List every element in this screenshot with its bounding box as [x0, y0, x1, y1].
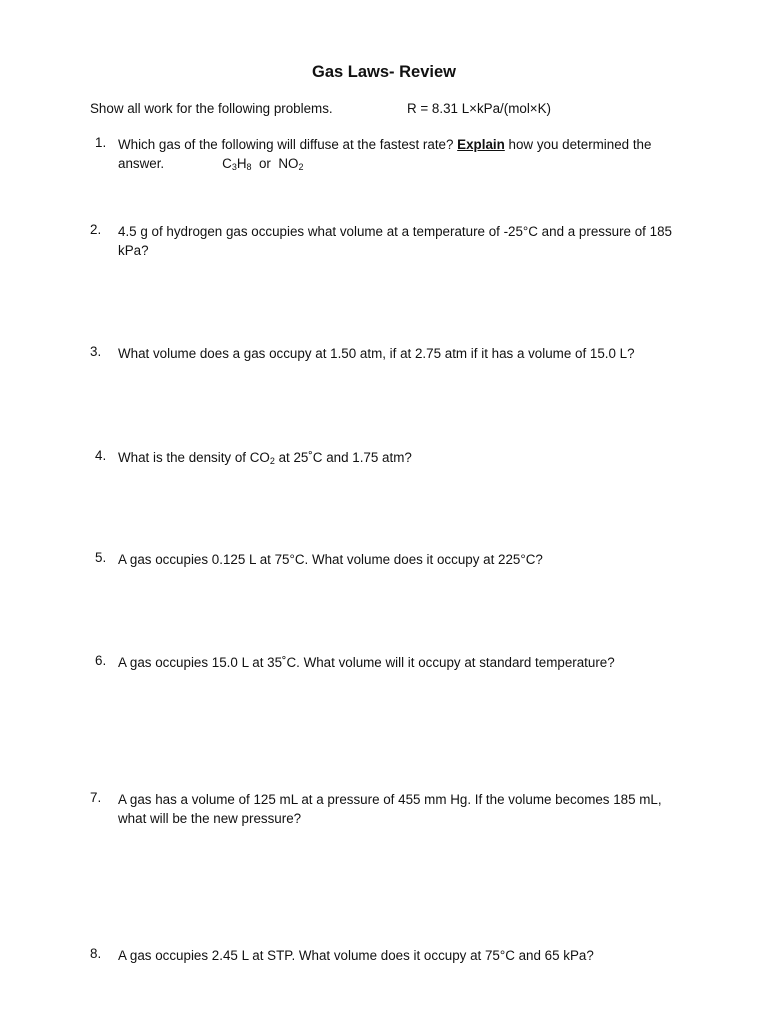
question-7 — [90, 790, 690, 828]
instructions: Show all work for the following problems. — [90, 101, 333, 116]
question-number: 5. — [95, 550, 107, 565]
element-symbol: H — [236, 156, 247, 171]
question-number: 3. — [90, 344, 102, 359]
question-text: A gas occupies 0.125 L at 75°C. What volume does it occupy at 225°C? — [118, 552, 543, 567]
question-text: What volume does a gas occupy at 1.50 atm, if at 2.75 atm if it has a volume of 15.0 L? — [118, 346, 635, 361]
question-number: 8. — [90, 946, 102, 961]
question-number: 2. — [90, 222, 102, 237]
gas-constant: R = 8.31 L×kPa/(mol×K) — [407, 101, 552, 116]
formula-propane — [222, 156, 251, 171]
subscript: 3 — [231, 162, 237, 172]
question-3 — [90, 344, 690, 363]
question-text: A gas occupies 15.0 L at 35˚C. What volume will it occupy at standard temperature? — [118, 655, 615, 670]
or-word: or — [258, 156, 271, 171]
question-1 — [90, 135, 690, 173]
question-text-part: What is the density of CO — [118, 450, 270, 465]
page-title: Gas Laws- Review — [312, 63, 456, 81]
subscript: 2 — [298, 162, 304, 172]
question-number: 6. — [95, 653, 107, 668]
question-number: 4. — [95, 448, 107, 463]
element-symbol: C — [222, 156, 232, 171]
question-number: 7. — [90, 790, 102, 805]
question-text: A gas has a volume of 125 mL at a pressure of 455 mm Hg. If the volume becomes 185 mL, what will be the new pressure? — [118, 792, 662, 826]
question-text-part: at 25˚C and 1.75 atm? — [274, 450, 412, 465]
question-number: 1. — [95, 135, 107, 150]
question-text — [118, 448, 690, 467]
subscript: 8 — [246, 162, 252, 172]
question-text-part: Which gas of the following will diffuse at the fastest rate? — [118, 137, 458, 152]
question-4 — [90, 448, 690, 467]
question-text-part: how you determined the answer. — [118, 137, 652, 171]
question-8 — [90, 946, 690, 965]
question-text: 4.5 g of hydrogen gas occupies what volume at a temperature of -25°C and a pressure of 185 kPa? — [118, 224, 672, 258]
subscript: 2 — [269, 456, 275, 466]
question-5 — [90, 550, 690, 569]
formula-nitrogen-dioxide — [278, 156, 303, 171]
question-6 — [90, 653, 690, 672]
question-text — [118, 135, 690, 173]
explain-emphasis: Explain — [457, 137, 505, 152]
formula-choices — [222, 156, 303, 171]
element-symbol: NO — [278, 156, 299, 171]
question-2 — [90, 222, 690, 260]
question-text: A gas occupies 2.45 L at STP. What volume does it occupy at 75°C and 65 kPa? — [118, 948, 594, 963]
